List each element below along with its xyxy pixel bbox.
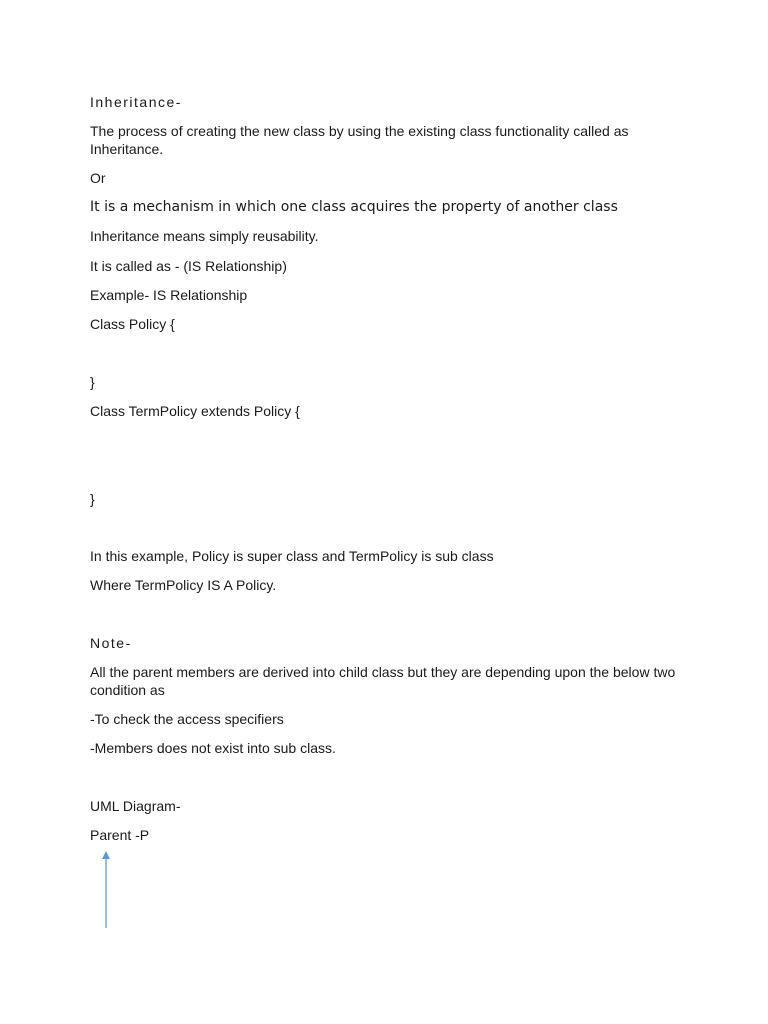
uml-parent-label: Parent -P xyxy=(90,827,150,843)
code-class-policy-open: Class Policy { xyxy=(90,316,175,332)
is-a-text: Where TermPolicy IS A Policy. xyxy=(90,577,277,593)
code-class-policy-close: } xyxy=(90,374,95,390)
note-heading: Note- xyxy=(90,635,132,651)
mechanism-text: It is a mechanism in which one class acquires the property of another class xyxy=(90,199,618,215)
up-arrow-icon xyxy=(98,850,114,930)
example-label: Example- IS Relationship xyxy=(90,287,248,303)
or-text: Or xyxy=(90,170,106,186)
uml-heading: UML Diagram- xyxy=(90,798,181,814)
reusability-text: Inheritance means simply reusability. xyxy=(90,228,319,244)
heading-inheritance: Inheritance- xyxy=(90,94,182,110)
condition-1-text: -To check the access specifiers xyxy=(90,711,284,727)
code-term-policy-close: } xyxy=(90,491,95,507)
note-text: All the parent members are derived into child class but they are depending upon the below two condition as xyxy=(90,664,680,698)
explanation-text: In this example, Policy is super class and TermPolicy is sub class xyxy=(90,548,494,564)
definition-text: The process of creating the new class by using the existing class functionality called as Inheritance. xyxy=(90,123,633,157)
code-term-policy-open: Class TermPolicy extends Policy { xyxy=(90,403,300,419)
called-as-text: It is called as - (IS Relationship) xyxy=(90,258,287,274)
condition-2-text: -Members does not exist into sub class. xyxy=(90,740,336,756)
